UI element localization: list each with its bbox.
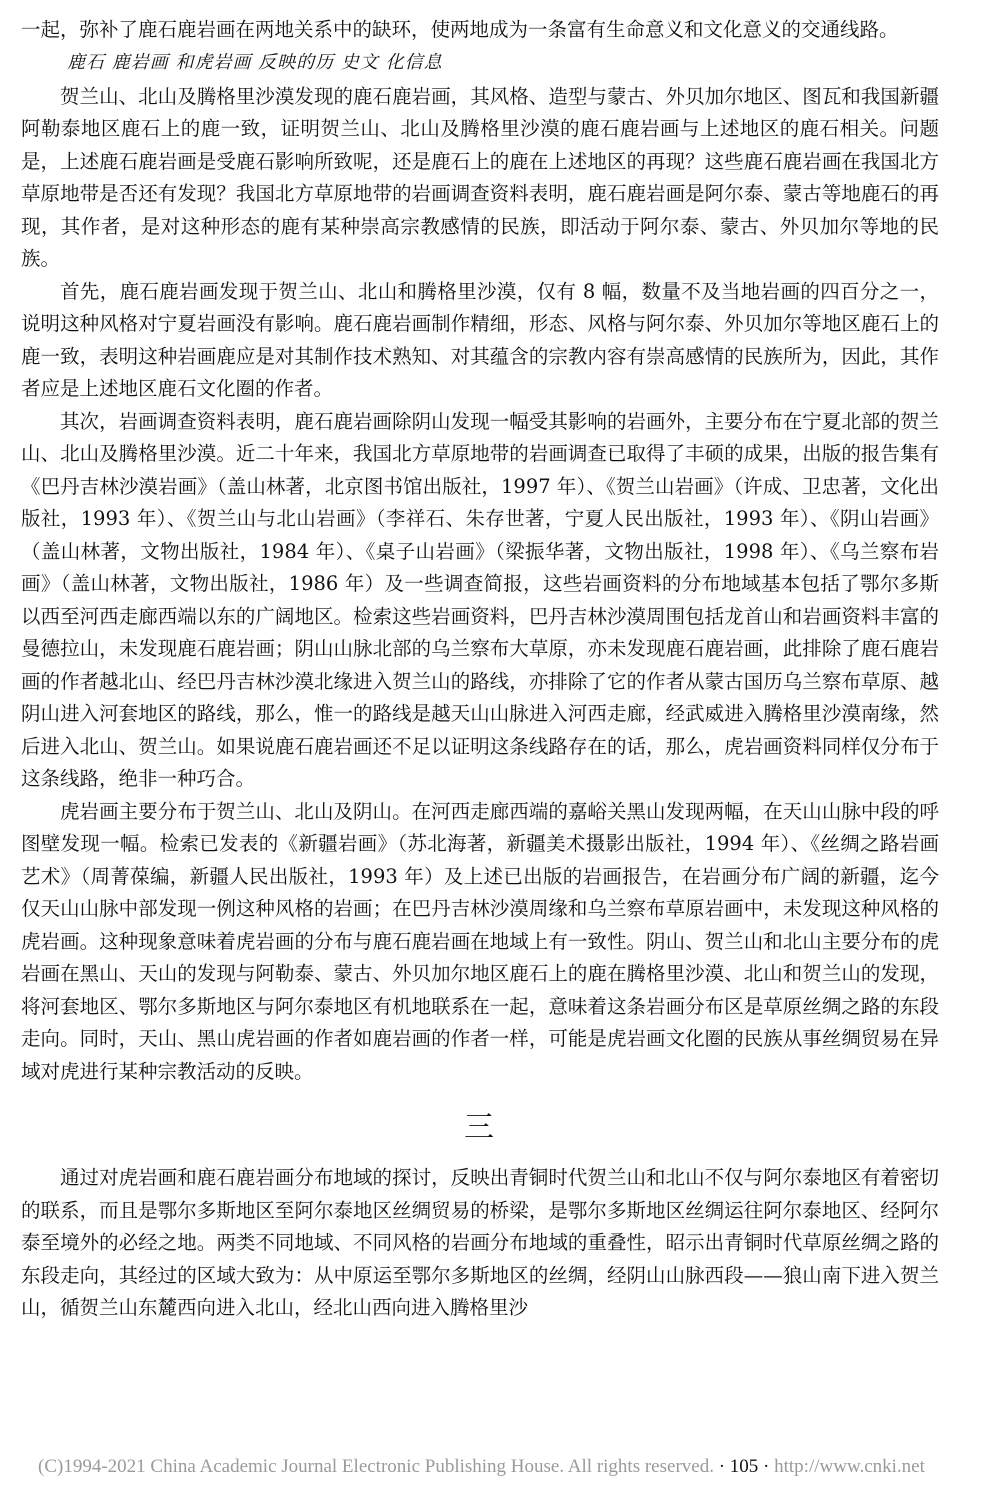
section-number-heading: 三 <box>464 1110 496 1145</box>
copyright-notice: (C)1994-2021 China Academic Journal Electronic Publishing House. All rights reserved. <box>38 1456 714 1477</box>
subsection-heading: 鹿石 鹿岩画 和虎岩画 反映的历 史文 化信息 <box>67 51 443 73</box>
page-number: · 105 · <box>718 1456 770 1477</box>
page-footer <box>38 1456 989 1478</box>
article-body <box>21 14 939 1325</box>
footer-url[interactable]: http://www.cnki.net <box>774 1456 925 1477</box>
paragraph-first-point: 首先，鹿石鹿岩画发现于贺兰山、北山和腾格里沙漠，仅有 8 幅，数量不及当地岩画的四百分之一，说明这种风格对宁夏岩画没有影响。鹿石鹿岩画制作精细，形态、风格与阿尔泰、外贝加尔等地区鹿石上的鹿一致，表明这种岩画鹿应是对其制作技术熟知、对其蕴含的宗教内容有崇高感情的民族所为，因此，其作者应是上述地区鹿石文化圈的作者。 <box>21 279 939 400</box>
paragraph-second-point: 其次，岩画调查资料表明，鹿石鹿岩画除阴山发现一幅受其影响的岩画外，主要分布在宁夏北部的贺兰山、北山及腾格里沙漠。近二十年来，我国北方草原地带的岩画调查已取得了丰硕的成果，出版的报告集有《巴丹吉林沙漠岩画》（盖山林著，北京图书馆出版社，1997 年）、《贺兰山岩画》（许成、卫忠著，文化出版社，1993 年）、《贺兰山与北山岩画》（李祥石、朱存世著，宁夏人民出版社，1993 年）、《阴山岩画》（盖山林著，文物出版社，1984 年）、《桌子山岩画》（梁振华著，文物出版社，1998 年）、《乌兰察布岩画》（盖山林著，文物出版社，1986 年）及一些调查简报，这些岩画资料的分布地域基本包括了鄂尔多斯以西至河西走廊西端以东的广阔地区。检索这些岩画资料，巴丹吉林沙漠周围包括龙首山和岩画资料丰富的曼德拉山，未发现鹿石鹿岩画；阴山山脉北部的乌兰察布大草原，亦未发现鹿石鹿岩画，此排除了鹿石鹿岩画的作者越北山、经巴丹吉林沙漠北缘进入贺兰山的路线，亦排除了它的作者从蒙古国历乌兰察布草原、越阴山进入河套地区的路线，那么，惟一的路线是越天山山脉进入河西走廊，经武威进入腾格里沙漠南缘，然后进入北山、贺兰山。如果说鹿石鹿岩画还不足以证明这条线路存在的话，那么，虎岩画资料同样仅分布于这条线路，绝非一种巧合。 <box>21 409 939 790</box>
paragraph-continued: 一起，弥补了鹿石鹿岩画在两地关系中的缺环，使两地成为一条富有生命意义和文化意义的交通线路。 <box>21 18 899 41</box>
paragraph-deer-stone-analysis: 贺兰山、北山及腾格里沙漠发现的鹿石鹿岩画，其风格、造型与蒙古、外贝加尔地区、图瓦和我国新疆阿勒泰地区鹿石上的鹿一致，证明贺兰山、北山及腾格里沙漠的鹿石鹿岩画与上述地区的鹿石相关。问题是，上述鹿石鹿岩画是受鹿石影响所致呢，还是鹿石上的鹿在上述地区的再现？这些鹿石鹿岩画在我国北方草原地带是否还有发现？我国北方草原地带的岩画调查资料表明，鹿石鹿岩画是阿尔泰、蒙古等地鹿石的再现，其作者，是对这种形态的鹿有某种崇高宗教感情的民族，即活动于阿尔泰、蒙古、外贝加尔等地的民族。 <box>21 84 939 270</box>
paragraph-conclusion: 通过对虎岩画和鹿石鹿岩画分布地域的探讨，反映出青铜时代贺兰山和北山不仅与阿尔泰地区有着密切的联系，而且是鄂尔多斯地区至阿尔泰地区丝绸贸易的桥梁，是鄂尔多斯地区丝绸运往阿尔泰地区、经阿尔泰至境外的必经之地。两类不同地域、不同风格的岩画分布地域的重叠性，昭示出青铜时代草原丝绸之路的东段走向，其经过的区域大致为：从中原运至鄂尔多斯地区的丝绸，经阴山山脉西段——狼山南下进入贺兰山，循贺兰山东麓西向进入北山，经北山西向进入腾格里沙 <box>21 1166 939 1319</box>
paragraph-tiger-rock-art: 虎岩画主要分布于贺兰山、北山及阴山。在河西走廊西端的嘉峪关黑山发现两幅，在天山山脉中段的呼图壁发现一幅。检索已发表的《新疆岩画》（苏北海著，新疆美术摄影出版社，1994 年）、《丝绸之路岩画艺术》（周菁葆编，新疆人民出版社，1993 年）及上述已出版的岩画报告，在岩画分布广阔的新疆，迄今仅天山山脉中部发现一例这种风格的岩画；在巴丹吉林沙漠周缘和乌兰察布草原岩画中，未发现这种风格的虎岩画。这种现象意味着虎岩画的分布与鹿石鹿岩画在地域上有一致性。阴山、贺兰山和北山主要分布的虎岩画在黑山、天山的发现与阿勒泰、蒙古、外贝加尔地区鹿石上的鹿在腾格里沙漠、北山和贺兰山的发现，将河套地区、鄂尔多斯地区与阿尔泰地区有机地联系在一起，意味着这条岩画分布区是草原丝绸之路的东段走向。同时，天山、黑山虎岩画的作者如鹿岩画的作者一样，可能是虎岩画文化圈的民族从事丝绸贸易在异域对虎进行某种宗教活动的反映。 <box>21 799 939 1083</box>
